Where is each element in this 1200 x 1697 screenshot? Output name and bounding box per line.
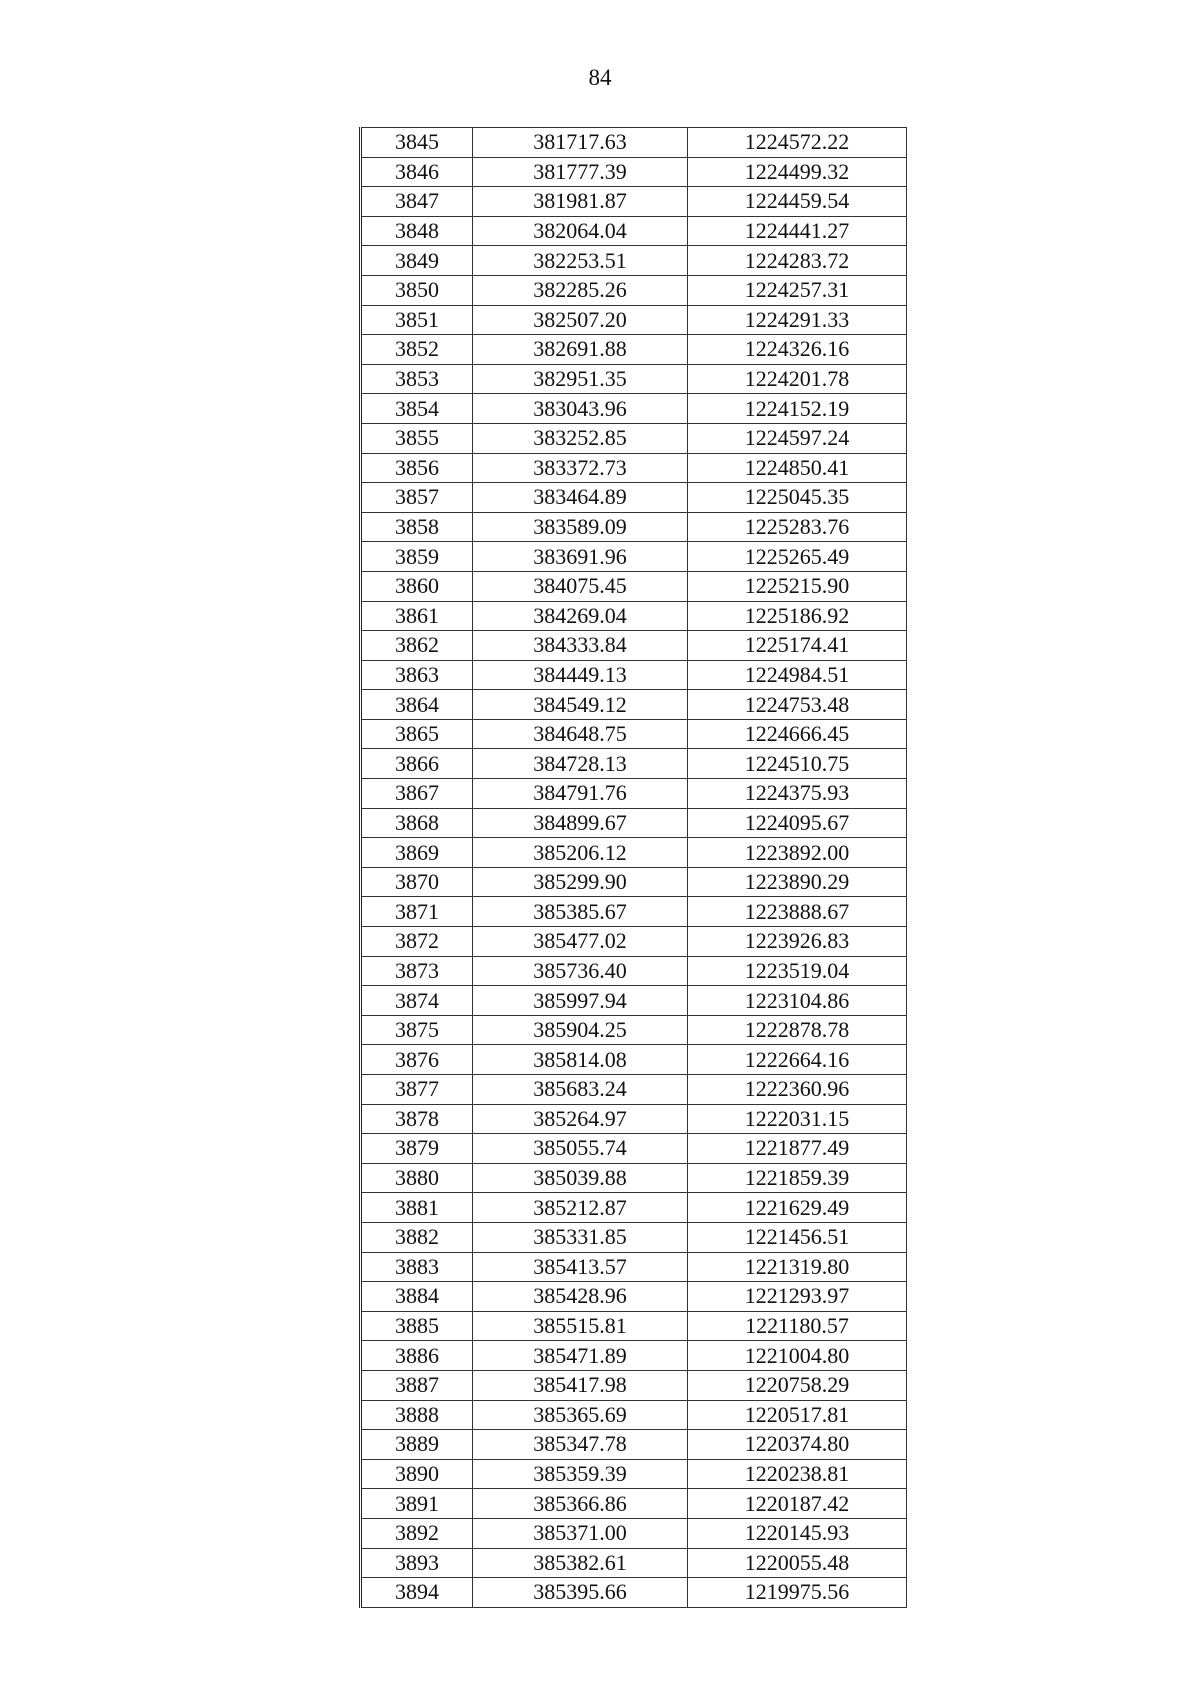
table-row: [361, 335, 907, 365]
table-row: [361, 1518, 907, 1548]
x-coordinate-cell: 385359.39: [473, 1459, 688, 1489]
y-coordinate-cell: 1224850.41: [688, 453, 907, 483]
table-row: [361, 1222, 907, 1252]
table-row: [361, 1578, 907, 1608]
y-coordinate-cell: 1224375.93: [688, 779, 907, 809]
y-coordinate-cell: 1224459.54: [688, 187, 907, 217]
table-row: [361, 1282, 907, 1312]
y-coordinate-cell: 1224291.33: [688, 305, 907, 335]
point-number-cell: 3852: [361, 335, 473, 365]
x-coordinate-cell: 383252.85: [473, 423, 688, 453]
point-number-cell: 3860: [361, 571, 473, 601]
table-row: [361, 512, 907, 542]
table-row: [361, 394, 907, 424]
x-coordinate-cell: 385736.40: [473, 956, 688, 986]
point-number-cell: 3891: [361, 1489, 473, 1519]
point-number-cell: 3873: [361, 956, 473, 986]
x-coordinate-cell: 383372.73: [473, 453, 688, 483]
point-number-cell: 3871: [361, 897, 473, 927]
y-coordinate-cell: 1223104.86: [688, 986, 907, 1016]
x-coordinate-cell: 383691.96: [473, 542, 688, 572]
y-coordinate-cell: 1220374.80: [688, 1430, 907, 1460]
table-row: [361, 571, 907, 601]
x-coordinate-cell: 385417.98: [473, 1370, 688, 1400]
x-coordinate-cell: 382253.51: [473, 246, 688, 276]
y-coordinate-cell: 1223892.00: [688, 838, 907, 868]
y-coordinate-cell: 1224201.78: [688, 364, 907, 394]
y-coordinate-cell: 1225283.76: [688, 512, 907, 542]
point-number-cell: 3894: [361, 1578, 473, 1608]
point-number-cell: 3890: [361, 1459, 473, 1489]
table-row: [361, 157, 907, 187]
table-row: [361, 1459, 907, 1489]
table-row: [361, 779, 907, 809]
x-coordinate-cell: 385055.74: [473, 1134, 688, 1164]
table-row: [361, 1134, 907, 1164]
table-row: [361, 601, 907, 631]
y-coordinate-cell: 1223890.29: [688, 867, 907, 897]
y-coordinate-cell: 1222360.96: [688, 1075, 907, 1105]
y-coordinate-cell: 1221319.80: [688, 1252, 907, 1282]
point-number-cell: 3869: [361, 838, 473, 868]
table-row: [361, 1104, 907, 1134]
table-row: [361, 749, 907, 779]
point-number-cell: 3876: [361, 1045, 473, 1075]
x-coordinate-cell: 382064.04: [473, 216, 688, 246]
table-row: [361, 1015, 907, 1045]
table-row: [361, 986, 907, 1016]
point-number-cell: 3879: [361, 1134, 473, 1164]
x-coordinate-cell: 381981.87: [473, 187, 688, 217]
table-row: [361, 483, 907, 513]
x-coordinate-cell: 385515.81: [473, 1311, 688, 1341]
point-number-cell: 3868: [361, 808, 473, 838]
y-coordinate-cell: 1224984.51: [688, 660, 907, 690]
point-number-cell: 3861: [361, 601, 473, 631]
y-coordinate-cell: 1222878.78: [688, 1015, 907, 1045]
x-coordinate-cell: 385039.88: [473, 1163, 688, 1193]
x-coordinate-cell: 381717.63: [473, 128, 688, 158]
x-coordinate-cell: 383043.96: [473, 394, 688, 424]
y-coordinate-cell: 1221629.49: [688, 1193, 907, 1223]
y-coordinate-cell: 1220187.42: [688, 1489, 907, 1519]
y-coordinate-cell: 1224095.67: [688, 808, 907, 838]
point-number-cell: 3853: [361, 364, 473, 394]
point-number-cell: 3859: [361, 542, 473, 572]
table-row: [361, 275, 907, 305]
x-coordinate-cell: 382285.26: [473, 275, 688, 305]
x-coordinate-cell: 382951.35: [473, 364, 688, 394]
y-coordinate-cell: 1224257.31: [688, 275, 907, 305]
x-coordinate-cell: 385264.97: [473, 1104, 688, 1134]
x-coordinate-cell: 384075.45: [473, 571, 688, 601]
point-number-cell: 3850: [361, 275, 473, 305]
x-coordinate-cell: 383589.09: [473, 512, 688, 542]
x-coordinate-cell: 383464.89: [473, 483, 688, 513]
point-number-cell: 3882: [361, 1222, 473, 1252]
table-row: [361, 956, 907, 986]
point-number-cell: 3845: [361, 128, 473, 158]
x-coordinate-cell: 385212.87: [473, 1193, 688, 1223]
table-row: [361, 364, 907, 394]
coordinates-table: [359, 127, 907, 1608]
point-number-cell: 3847: [361, 187, 473, 217]
x-coordinate-cell: 385385.67: [473, 897, 688, 927]
point-number-cell: 3881: [361, 1193, 473, 1223]
point-number-cell: 3886: [361, 1341, 473, 1371]
y-coordinate-cell: 1221456.51: [688, 1222, 907, 1252]
y-coordinate-cell: 1225265.49: [688, 542, 907, 572]
point-number-cell: 3867: [361, 779, 473, 809]
x-coordinate-cell: 385395.66: [473, 1578, 688, 1608]
table-row: [361, 1430, 907, 1460]
y-coordinate-cell: 1224441.27: [688, 216, 907, 246]
x-coordinate-cell: 384449.13: [473, 660, 688, 690]
x-coordinate-cell: 384549.12: [473, 690, 688, 720]
y-coordinate-cell: 1221004.80: [688, 1341, 907, 1371]
point-number-cell: 3851: [361, 305, 473, 335]
table-row: [361, 246, 907, 276]
table-row: [361, 1193, 907, 1223]
point-number-cell: 3855: [361, 423, 473, 453]
point-number-cell: 3864: [361, 690, 473, 720]
point-number-cell: 3892: [361, 1518, 473, 1548]
x-coordinate-cell: 384269.04: [473, 601, 688, 631]
point-number-cell: 3863: [361, 660, 473, 690]
y-coordinate-cell: 1220238.81: [688, 1459, 907, 1489]
y-coordinate-cell: 1220517.81: [688, 1400, 907, 1430]
point-number-cell: 3866: [361, 749, 473, 779]
point-number-cell: 3870: [361, 867, 473, 897]
x-coordinate-cell: 385206.12: [473, 838, 688, 868]
table-row: [361, 719, 907, 749]
table-row: [361, 897, 907, 927]
y-coordinate-cell: 1224753.48: [688, 690, 907, 720]
point-number-cell: 3875: [361, 1015, 473, 1045]
x-coordinate-cell: 385683.24: [473, 1075, 688, 1105]
y-coordinate-cell: 1224666.45: [688, 719, 907, 749]
point-number-cell: 3874: [361, 986, 473, 1016]
point-number-cell: 3848: [361, 216, 473, 246]
x-coordinate-cell: 385366.86: [473, 1489, 688, 1519]
table-row: [361, 1252, 907, 1282]
table-row: [361, 1548, 907, 1578]
y-coordinate-cell: 1224326.16: [688, 335, 907, 365]
x-coordinate-cell: 385382.61: [473, 1548, 688, 1578]
point-number-cell: 3883: [361, 1252, 473, 1282]
table-row: [361, 690, 907, 720]
point-number-cell: 3856: [361, 453, 473, 483]
x-coordinate-cell: 385428.96: [473, 1282, 688, 1312]
table-row: [361, 423, 907, 453]
point-number-cell: 3862: [361, 631, 473, 661]
point-number-cell: 3854: [361, 394, 473, 424]
x-coordinate-cell: 382507.20: [473, 305, 688, 335]
x-coordinate-cell: 385904.25: [473, 1015, 688, 1045]
x-coordinate-cell: 385365.69: [473, 1400, 688, 1430]
y-coordinate-cell: 1221859.39: [688, 1163, 907, 1193]
x-coordinate-cell: 385471.89: [473, 1341, 688, 1371]
table-row: [361, 660, 907, 690]
x-coordinate-cell: 381777.39: [473, 157, 688, 187]
table-row: [361, 631, 907, 661]
y-coordinate-cell: 1225186.92: [688, 601, 907, 631]
point-number-cell: 3877: [361, 1075, 473, 1105]
x-coordinate-cell: 384333.84: [473, 631, 688, 661]
table-row: [361, 1341, 907, 1371]
table-row: [361, 453, 907, 483]
page-number: 84: [588, 65, 612, 90]
table-row: [361, 927, 907, 957]
y-coordinate-cell: 1224499.32: [688, 157, 907, 187]
point-number-cell: 3858: [361, 512, 473, 542]
table-row: [361, 1400, 907, 1430]
point-number-cell: 3893: [361, 1548, 473, 1578]
y-coordinate-cell: 1224152.19: [688, 394, 907, 424]
point-number-cell: 3846: [361, 157, 473, 187]
x-coordinate-cell: 385299.90: [473, 867, 688, 897]
y-coordinate-cell: 1224283.72: [688, 246, 907, 276]
point-number-cell: 3878: [361, 1104, 473, 1134]
y-coordinate-cell: 1223888.67: [688, 897, 907, 927]
x-coordinate-cell: 382691.88: [473, 335, 688, 365]
y-coordinate-cell: 1224510.75: [688, 749, 907, 779]
point-number-cell: 3888: [361, 1400, 473, 1430]
y-coordinate-cell: 1225174.41: [688, 631, 907, 661]
x-coordinate-cell: 384648.75: [473, 719, 688, 749]
x-coordinate-cell: 385331.85: [473, 1222, 688, 1252]
table-row: [361, 216, 907, 246]
y-coordinate-cell: 1220055.48: [688, 1548, 907, 1578]
point-number-cell: 3857: [361, 483, 473, 513]
x-coordinate-cell: 385814.08: [473, 1045, 688, 1075]
table-row: [361, 867, 907, 897]
y-coordinate-cell: 1221877.49: [688, 1134, 907, 1164]
point-number-cell: 3889: [361, 1430, 473, 1460]
table-row: [361, 305, 907, 335]
x-coordinate-cell: 385477.02: [473, 927, 688, 957]
x-coordinate-cell: 384899.67: [473, 808, 688, 838]
y-coordinate-cell: 1224597.24: [688, 423, 907, 453]
table-row: [361, 808, 907, 838]
y-coordinate-cell: 1220145.93: [688, 1518, 907, 1548]
y-coordinate-cell: 1224572.22: [688, 128, 907, 158]
y-coordinate-cell: 1221293.97: [688, 1282, 907, 1312]
table-row: [361, 187, 907, 217]
y-coordinate-cell: 1223519.04: [688, 956, 907, 986]
table-row: [361, 128, 907, 158]
table-row: [361, 1163, 907, 1193]
table-row: [361, 838, 907, 868]
x-coordinate-cell: 385413.57: [473, 1252, 688, 1282]
point-number-cell: 3885: [361, 1311, 473, 1341]
x-coordinate-cell: 384728.13: [473, 749, 688, 779]
point-number-cell: 3880: [361, 1163, 473, 1193]
point-number-cell: 3887: [361, 1370, 473, 1400]
point-number-cell: 3849: [361, 246, 473, 276]
y-coordinate-cell: 1220758.29: [688, 1370, 907, 1400]
y-coordinate-cell: 1219975.56: [688, 1578, 907, 1608]
y-coordinate-cell: 1223926.83: [688, 927, 907, 957]
y-coordinate-cell: 1221180.57: [688, 1311, 907, 1341]
point-number-cell: 3865: [361, 719, 473, 749]
table-row: [361, 1489, 907, 1519]
table-row: [361, 1311, 907, 1341]
table-row: [361, 542, 907, 572]
point-number-cell: 3884: [361, 1282, 473, 1312]
x-coordinate-cell: 385371.00: [473, 1518, 688, 1548]
coordinates-table-body: [361, 128, 907, 1608]
table-row: [361, 1045, 907, 1075]
table-row: [361, 1370, 907, 1400]
y-coordinate-cell: 1222664.16: [688, 1045, 907, 1075]
x-coordinate-cell: 384791.76: [473, 779, 688, 809]
point-number-cell: 3872: [361, 927, 473, 957]
y-coordinate-cell: 1222031.15: [688, 1104, 907, 1134]
y-coordinate-cell: 1225215.90: [688, 571, 907, 601]
y-coordinate-cell: 1225045.35: [688, 483, 907, 513]
x-coordinate-cell: 385997.94: [473, 986, 688, 1016]
table-row: [361, 1075, 907, 1105]
x-coordinate-cell: 385347.78: [473, 1430, 688, 1460]
